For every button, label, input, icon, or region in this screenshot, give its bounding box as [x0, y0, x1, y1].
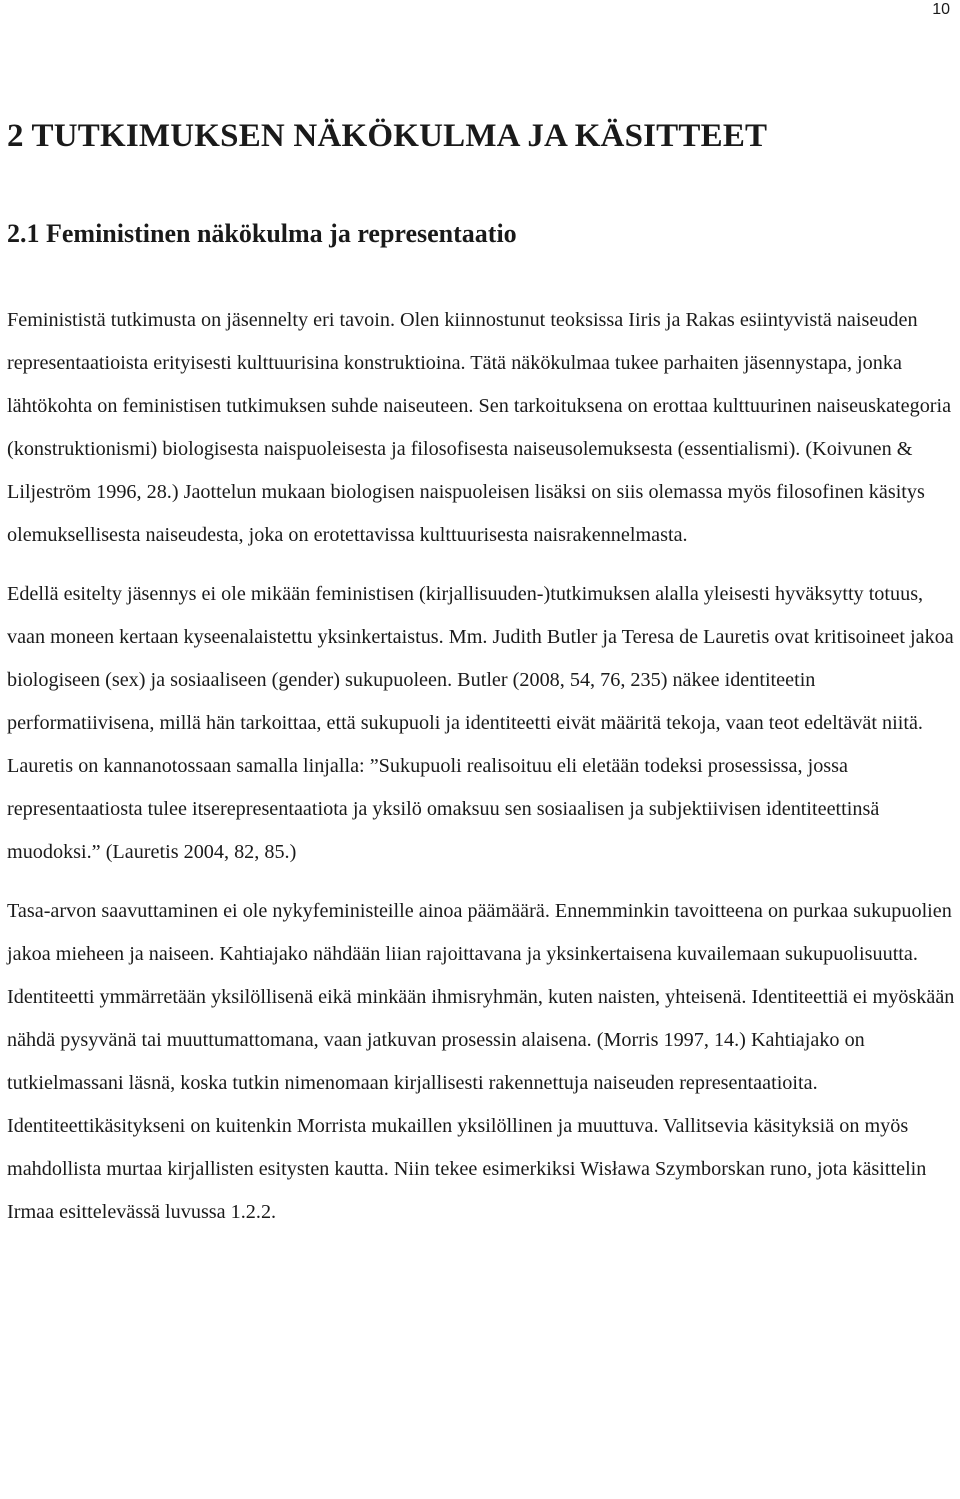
paragraph: Edellä esitelty jäsennys ei ole mikään feministisen (kirjallisuuden-)tutkimuksen alalla yleisesti hyväksytty totuus, vaan moneen kertaan kyseenalaistettu yksinkertaistus. Mm. Judith Butler ja Teresa de Lauretis ovat kritisoineet jakoa biologiseen (sex) ja sosiaaliseen (gender) sukupuoleen. Butler (2008, 54, 76, 235) näkee identiteetin performatiivisena, millä hän tarkoittaa, että sukupuoli ja identiteetti eivät määritä tekoja, vaan teot edeltävät niitä. Lauretis on kannanotossaan samalla linjalla: ”Sukupuoli realisoituu eli eletään todeksi prosessissa, jossa representaatiosta tulee itserepresentaatiota ja yksilö omaksuu sen sosiaalisen ja subjektiivisen identiteettinsä muodoksi.” (Lauretis 2004, 82, 85.) — [7, 583, 954, 863]
page-number: 10 — [932, 1, 950, 18]
document-body — [7, 112, 957, 1234]
paragraph: Feminististä tutkimusta on jäsennelty eri tavoin. Olen kiinnostunut teoksissa Iiris ja Rakas esiintyvistä naiseuden representaatioista erityisesti kulttuurisina konstruktioina. Tätä näkökulmaa tukee parhaiten jäsennystapa, jonka lähtökohta on feministisen tutkimuksen suhde naiseuteen. Sen tarkoituksena on erottaa kulttuurinen naiseuskategoria (konstruktionismi) biologisesta naispuoleisesta ja filosofisesta naiseusolemuksesta (essentialismi). (Koivunen & Liljeström 1996, 28.) Jaottelun mukaan biologisen naispuoleisen lisäksi on siis olemassa myös filosofinen käsitys olemuksellisesta naiseudesta, joka on erotettavissa kulttuurisesta naisrakennelmasta. — [7, 309, 952, 546]
paragraph: Tasa-arvon saavuttaminen ei ole nykyfeministeille ainoa päämäärä. Ennemminkin tavoitteena on purkaa sukupuolien jakoa mieheen ja naiseen. Kahtiajako nähdään liian rajoittavana ja yksinkertaisena kuvailemaan sukupuolisuutta. Identiteetti ymmärretään yksilöllisenä eikä minkään ihmisryhmän, kuten naisten, yhteisenä. Identiteettiä ei myöskään nähdä pysyvänä tai muuttumattomana, vaan jatkuvan prosessin alaisena. (Morris 1997, 14.) Kahtiajako on tutkielmassani läsnä, koska tutkin nimenomaan kirjallisesti rakennettuja naiseuden representaatioita. Identiteettikäsitykseni on kuitenkin Morrista mukaillen yksilöllinen ja muuttuva. Vallitsevia käsityksiä on myös mahdollista murtaa kirjallisten esitysten kautta. Niin tekee esimerkiksi Wisława Szymborskan runo, jota käsittelin Irmaa esittelevässä luvussa 1.2.2. — [7, 900, 955, 1223]
section-heading: 2.1 Feministinen näkökulma ja representaatio — [7, 219, 517, 248]
chapter-heading: 2 TUTKIMUKSEN NÄKÖKULMA JA KÄSITTEET — [7, 118, 768, 154]
